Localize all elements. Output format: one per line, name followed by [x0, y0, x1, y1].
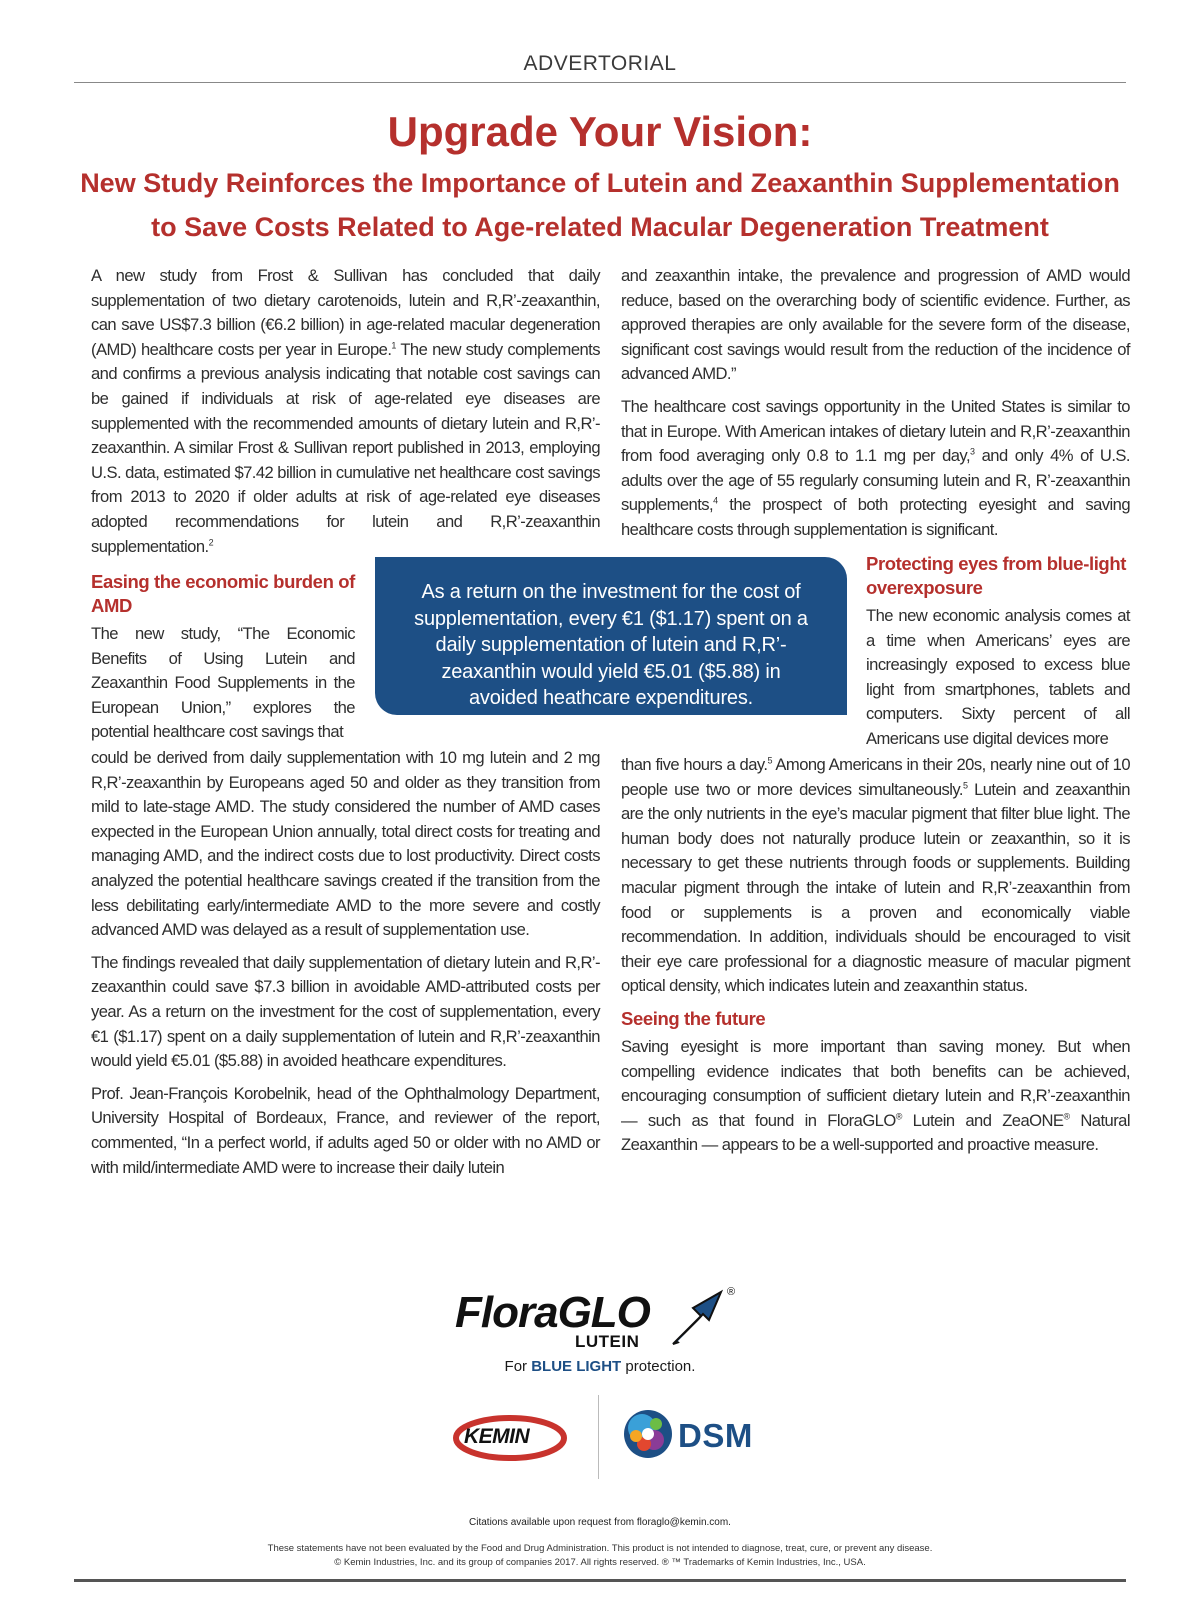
section1-quote-paragraph: Prof. Jean-François Korobelnik, head of the Ophthalmology Department, University Hospital of Bordeaux, France, and reviewer of the report, commented, “In a perfect world, if adults aged 50 or older with no AMD or with mild/intermediate AMD were to increase their daily lutein	[91, 1083, 600, 1177]
left-column-intro	[91, 264, 600, 567]
citations-note: Citations available upon request from floraglo@kemin.com.	[469, 1517, 731, 1528]
right-column-narrow	[866, 552, 1130, 752]
advertorial-label: ADVERTORIAL	[523, 52, 677, 75]
floraglo-wordmark: FloraGLO	[455, 1288, 650, 1337]
section-heading-seeing-future: Seeing the future	[621, 1007, 766, 1029]
kemin-logo	[452, 1412, 572, 1464]
left-column-narrow	[91, 570, 355, 745]
section1-paragraph-end: could be derived from daily supplementation with 10 mg lutein and 2 mg R,R’-zeaxanthin by Europeans aged 50 and older as they transition from mild to late-stage AMD. The study considered the number of AMD cases expected in the European Union annually, total direct costs for treating and managing AMD, and the indirect costs due to lost productivity. Direct costs analyzed the potential healthcare savings created if the transition from the less debilitating early/intermediate AMD to the more severe and costly advanced AMD was delayed as a result of supplementation use.	[91, 748, 600, 940]
logo-tagline: For BLUE LIGHT protection.	[504, 1358, 696, 1375]
section-heading-blue-light: Protecting eyes from blue-light overexposure	[866, 553, 1126, 598]
upward-arrow-icon	[665, 1286, 727, 1348]
lutein-wordmark: LUTEIN	[575, 1332, 640, 1351]
header-divider	[74, 82, 1126, 83]
dsm-logo	[620, 1400, 760, 1470]
dsm-wordmark: DSM	[678, 1417, 753, 1454]
section3-paragraph: Saving eyesight is more important than saving money. But when compelling evidence indicates that both benefits can be achieved, encouraging consumption of sufficient dietary lutein and R,R’-zeaxanthin — such as that found in FloraGLO® Lutein and ZeaONE® Natural Zeaxanthin — appears to be a well-supported and proactive measure.	[621, 1036, 1131, 1155]
us-savings-paragraph: The healthcare cost savings opportunity in the United States is similar to that in Europe. With American intakes of dietary lutein and R,R’-zeaxanthin from food averaging only 0.8 to 1.1 mg per day,$^3$ and only 4% of U.S. adults over the age of 55 regularly consuming lutein and R, R’-zeaxanthin supplements,$^4$ the prospect of both protecting eyesight and saving healthcare costs through supplementation is significant.	[621, 396, 1130, 539]
left-column-body	[91, 746, 600, 1188]
dsm-swirl-icon	[620, 1400, 676, 1466]
quote-continuation-paragraph: and zeaxanthin intake, the prevalence and progression of AMD would reduce, based on the overarching body of scientific evidence. Further, as approved therapies are only available for the severe form of the disease, significant cost savings would result from the reduction of the incidence of advanced AMD.”	[621, 266, 1130, 384]
page-title: Upgrade Your Vision:	[387, 108, 813, 155]
section1-findings-paragraph: The findings revealed that daily supplementation of dietary lutein and R,R’-zeaxanthin could save $7.3 billion in avoidable AMD-attributed costs per year. As a return on the investment for the cost of supplementation, every €1 ($1.17) spent on a daily supplementation of lutein and R,R’-zeaxanthin would yield €5.01 ($5.88) in avoided heathcare expenditures.	[91, 952, 600, 1071]
right-column-body	[621, 753, 1130, 1166]
section2-paragraph-end: than five hours a day.$^5$ Among Americans in their 20s, nearly nine out of 10 people use two or more devices simultaneously.$^5$ Lutein and zeaxanthin are the only nutrients in the eye’s macular pigment that filter blue light. The human body does not naturally produce lutein or zeaxanthin, so it is necessary to get these nutrients through foods or supplements. Building macular pigment through the intake of lutein and R,R’-zeaxanthin from food or supplements is a proven and economically viable recommendation. In addition, individuals should be encouraged to visit their eye care professional for a diagnostic measure of macular pigment optical density, which indicates lutein and zeaxanthin status.	[621, 755, 1130, 996]
registered-mark: ®	[727, 1286, 736, 1298]
subtitle-line-2: to Save Costs Related to Age-related Macular Degeneration Treatment	[151, 212, 1049, 242]
right-column-top	[621, 264, 1130, 551]
intro-paragraph: A new study from Frost & Sullivan has concluded that daily supplementation of two dietary carotenoids, lutein and R,R’-zeaxanthin, can save US$7.3 billion (€6.2 billion) in age-related macular degeneration (AMD) healthcare costs per year in Europe.$^1$ The new study complements and confirms a previous analysis indicating that notable cost savings can be gained if individuals at risk of age-related eye diseases are supplemented with the recommended amounts of dietary lutein and R,R’-zeaxanthin. A similar Frost & Sullivan report published in 2013, employing U.S. data, estimated $7.42 billion in cumulative net healthcare cost savings from 2013 to 2020 if older adults at risk of age-related eye diseases adopted recommendations for lutein and R,R’-zeaxanthin supplementation.$^2$	[91, 266, 600, 556]
section-heading-economic-burden: Easing the economic burden of AMD	[91, 571, 355, 616]
fda-disclaimer: These statements have not been evaluated by the Food and Drug Administration. This product is not intended to diagnose, treat, cure, or prevent any disease.	[267, 1543, 933, 1554]
section1-paragraph-start: The new study, “The Economic Benefits of Using Lutein and Zeaxanthin Food Supplements in the European Union,” explores the potential healthcare cost savings that	[91, 624, 355, 742]
subtitle-line-1: New Study Reinforces the Importance of Lutein and Zeaxanthin Supplementation	[80, 168, 1120, 198]
pull-quote-box: As a return on the investment for the cost of supplementation, every €1 ($1.17) spent on a daily supplementation of lutein and R,R’-zeaxanthin would yield €5.01 ($5.88) in avoided heathcare expenditures.	[375, 557, 847, 715]
section2-paragraph-start: The new economic analysis comes at a time when Americans’ eyes are increasingly exposed to excess blue light from smartphones, tablets and computers. Sixty percent of all Americans use digital devices more	[866, 606, 1130, 748]
kemin-wordmark: KEMIN	[464, 1425, 530, 1448]
footer-divider	[74, 1579, 1126, 1582]
copyright-notice: © Kemin Industries, Inc. and its group of companies 2017. All rights reserved. ® ™ Trademarks of Kemin Industries, Inc., USA.	[334, 1557, 866, 1568]
logo-divider	[598, 1395, 599, 1479]
